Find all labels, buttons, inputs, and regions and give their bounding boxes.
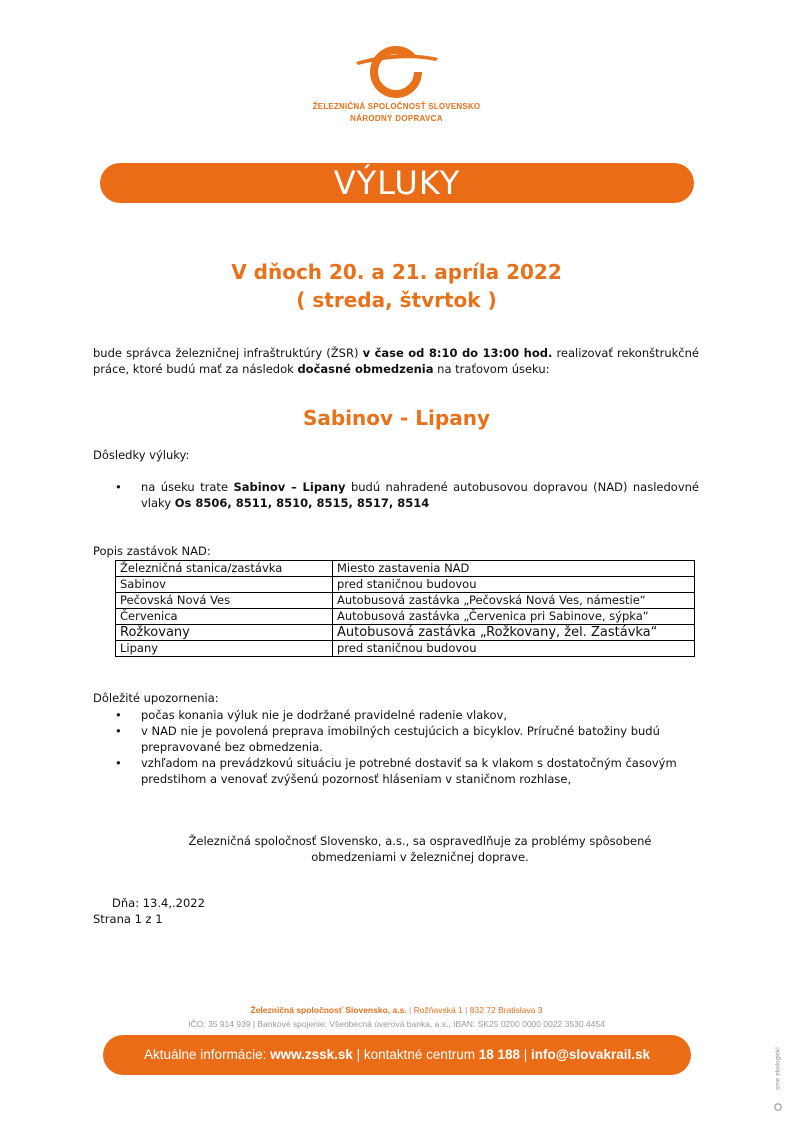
date-heading — [0, 258, 793, 314]
list-item — [115, 723, 701, 755]
footer-email-link[interactable]: info@slovakrail.sk — [531, 1047, 650, 1062]
notice-text: vzhľadom na prevádzkovú situáciu je potrebné dostaviť sa k vlakom s dostatočným časovým — [141, 756, 677, 770]
apology-text — [0, 833, 793, 865]
footer-street: Rožňavská 1 — [413, 1005, 463, 1015]
consequence-section: Sabinov – Lipany — [233, 480, 346, 494]
intro-text: bude správca železničnej infraštruktúry (ŽSR) — [93, 346, 363, 360]
bullet-icon: • — [115, 756, 122, 770]
table-row — [116, 609, 695, 625]
page-number: Strana 1 z 1 — [93, 912, 163, 926]
table-header-cell: Železničná stanica/zastávka — [116, 561, 333, 577]
table-cell: Autobusová zastávka „Rožkovany, žel. Zastávka“ — [333, 625, 695, 641]
bullet-icon: • — [115, 708, 122, 722]
list-item — [115, 755, 701, 787]
apology-line: Železničná spoločnosť Slovensko, a.s., sa ospravedlňuje za problémy spôsobené — [188, 834, 652, 848]
zssk-logo-icon — [352, 44, 442, 100]
apology-line: obmedzeniami v železničnej doprave. — [311, 850, 529, 864]
date-heading-line2: ( streda, štvrtok ) — [296, 288, 497, 312]
table-row — [116, 625, 695, 641]
bullet-icon: • — [115, 480, 122, 494]
table-cell: Červenica — [116, 609, 333, 625]
section-title: Sabinov - Lipany — [302, 406, 490, 430]
list-item — [115, 479, 699, 511]
footer-separator: | — [462, 1005, 470, 1015]
table-cell: pred staničnou budovou — [333, 577, 695, 593]
consequence-text: vlaky — [141, 496, 175, 510]
consequence-text: budú nahradené autobusovou dopravou (NAD) nasledovné — [345, 480, 699, 494]
intro-line2 — [93, 361, 699, 377]
intro-paragraph — [93, 345, 699, 377]
consequence-text: na úseku trate — [141, 480, 234, 494]
consequence-line1 — [141, 479, 699, 495]
consequences-list — [115, 479, 699, 511]
consequences-label: Dôsledky výluky: — [93, 448, 190, 462]
company-logo — [0, 44, 793, 123]
table-row — [116, 593, 695, 609]
intro-text: práce, ktoré budú mať za následok — [93, 362, 298, 376]
table-cell: Autobusová zastávka „Červenica pri Sabinove, sýpka“ — [333, 609, 695, 625]
table-row — [116, 577, 695, 593]
stops-table — [115, 560, 695, 657]
footer-ids — [0, 1019, 793, 1029]
table-cell: Lipany — [116, 641, 333, 657]
footer-contact-bar — [103, 1035, 691, 1075]
table-header-row — [116, 561, 695, 577]
notice-text: prepravované bez obmedzenia. — [141, 740, 323, 754]
date-heading-line1: V dňoch 20. a 21. apríla 2022 — [231, 260, 562, 284]
eco-note — [771, 1035, 785, 1115]
table-cell: Pečovská Nová Ves — [116, 593, 333, 609]
table-row — [116, 641, 695, 657]
footer-bar-text: Aktuálne informácie: — [144, 1047, 271, 1062]
list-item — [115, 707, 701, 723]
intro-text: realizovať rekonštrukčné — [552, 346, 699, 360]
table-cell: pred staničnou budovou — [333, 641, 695, 657]
notice-text: počas konania výluk nie je dodržané pravidelné radenie vlakov, — [141, 708, 508, 722]
footer-ids-text: IČO: 35 914 939 | Bankové spojenie: Všeobecná úverová banka, a.s., IBAN: SK25 0200 0000 0022 3530 4454 — [188, 1019, 605, 1029]
table-header-cell: Miesto zastavenia NAD — [333, 561, 695, 577]
stops-label: Popis zastávok NAD: — [93, 544, 211, 558]
logo-line-tagline: NÁRODNÝ DOPRAVCA — [350, 114, 443, 123]
intro-text: na traťovom úseku: — [433, 362, 550, 376]
logo-line-company: ŽELEZNIČNÁ SPOLOČNOSŤ SLOVENSKO — [312, 102, 481, 111]
notice-text: v NAD nie je povolená preprava imobilných cestujúcich a bicyklov. Príručné batožiny budú — [141, 724, 660, 738]
consequence-trains: Os 8506, 8511, 8510, 8515, 8517, 8514 — [174, 496, 430, 510]
recycle-icon — [774, 1103, 782, 1111]
intro-line1 — [93, 345, 699, 361]
footer-bar-text: | — [520, 1047, 532, 1062]
table-cell: Rožkovany — [116, 625, 333, 641]
table-cell: Sabinov — [116, 577, 333, 593]
eco-note-text: sme ekologickí — [774, 1047, 782, 1090]
notices-list — [115, 707, 701, 787]
consequence-line2 — [141, 495, 699, 511]
footer-separator: | — [406, 1005, 414, 1015]
notice-text: predstihom a venovať zvýšenú pozornosť hláseniam v staničnom rozhlase, — [141, 772, 572, 786]
issue-date: Dňa: 13.4,.2022 — [112, 896, 205, 910]
footer-address — [0, 1005, 793, 1015]
footer-web-link[interactable]: www.zssk.sk — [270, 1047, 353, 1062]
title-banner: VÝLUKY — [100, 163, 694, 203]
intro-time: v čase od 8:10 do 13:00 hod. — [362, 346, 553, 360]
footer-bar-text: | kontaktné centrum — [352, 1047, 479, 1062]
bullet-icon: • — [115, 724, 122, 738]
footer-city: 832 72 Bratislava 3 — [469, 1005, 543, 1015]
footer-company: Železničná spoločnosť Slovensko, a.s. — [250, 1005, 407, 1015]
table-cell: Autobusová zastávka „Pečovská Nová Ves, námestie“ — [333, 593, 695, 609]
notices-label: Dôležité upozornenia: — [93, 691, 219, 705]
intro-emphasis: dočasné obmedzenia — [297, 362, 434, 376]
footer-phone: 18 188 — [478, 1047, 520, 1062]
